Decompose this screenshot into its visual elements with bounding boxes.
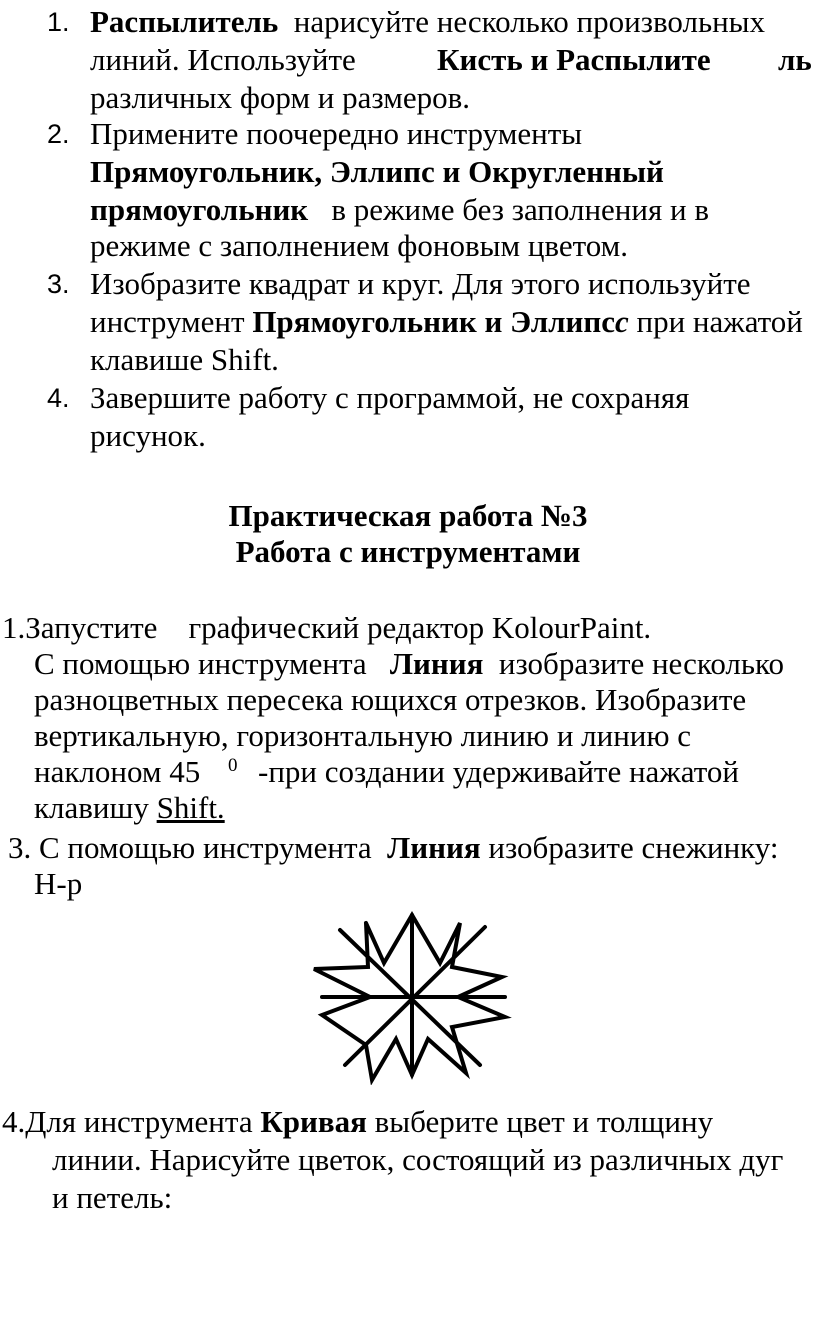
task-4-line-1: 4.Для инструмента Кривая выберите цвет и толщину: [2, 1104, 714, 1139]
term-line: Линия: [389, 646, 484, 681]
term-curve: Кривая: [260, 1104, 367, 1139]
list-item-1-line-3: различных форм и размеров.: [90, 80, 470, 115]
list-number-1: 1.: [47, 7, 70, 37]
task-3-line-2: Н-р: [34, 866, 83, 901]
task-2-line-3: вертикальную, горизонтальную линию и линию с: [34, 718, 692, 753]
snowflake-drawing: [300, 905, 520, 1085]
list-item-2-line-4: режиме с заполнением фоновым цветом.: [90, 228, 629, 263]
term-sprayer: Распылитель: [90, 4, 279, 39]
task-2-line-2: разноцветных пересека ющихся отрезков. Изобразите: [34, 682, 747, 717]
term-brush-sprayer-tail: ль: [778, 42, 812, 77]
task-2-line-4-a: наклоном 45: [34, 754, 201, 789]
list-item-4-line-1: Завершите работу с программой, не сохраняя: [90, 380, 690, 415]
task-2-line-4-b: -при создании удерживайте нажатой: [258, 754, 739, 789]
heading-title: Практическая работа №3: [228, 498, 588, 533]
list-item-3-line-1: Изобразите квадрат и круг. Для этого используйте: [90, 266, 751, 301]
term-brush-sprayer: Кисть и Распылите: [437, 42, 711, 77]
heading-subtitle: Работа с инструментами: [235, 534, 581, 569]
list-item-2-line-1: Примените поочередно инструменты: [90, 116, 583, 151]
list-item-1-line-1: Распылитель нарисуйте несколько произвольных: [90, 4, 766, 39]
list-number-2: 2.: [47, 119, 70, 149]
task-1-line-1: 1.Запустите графический редактор KolourPaint.: [2, 610, 652, 645]
list-item-3-line-3: клавише Shift.: [90, 342, 279, 377]
shift-underlined: Shift.: [156, 790, 225, 825]
list-item-1-line-2: линий. Используйте: [90, 42, 356, 77]
list-number-3: 3.: [47, 269, 70, 299]
task-3-line-1: 3. С помощью инструмента Линия изобразите снежинку:: [8, 830, 779, 865]
list-item-3-line-2: инструмент Прямоугольник и Эллипсс при нажатой: [90, 304, 803, 339]
task-2-line-5: клавишу Shift.: [34, 790, 225, 825]
list-number-4: 4.: [47, 383, 70, 413]
list-item-4-line-2: рисунок.: [90, 418, 206, 453]
task-4-line-3: и петель:: [52, 1180, 173, 1215]
list-item-2-line-2: Прямоугольник, Эллипс и Округленный: [90, 154, 664, 189]
task-2-line-1: С помощью инструмента Линия изобразите несколько: [34, 646, 785, 681]
task-4-line-2: линии. Нарисуйте цветок, состоящий из различных дуг: [52, 1142, 784, 1177]
degree-superscript: 0: [228, 755, 238, 776]
list-item-2-line-3: прямоугольник в режиме без заполнения и в: [90, 192, 709, 227]
